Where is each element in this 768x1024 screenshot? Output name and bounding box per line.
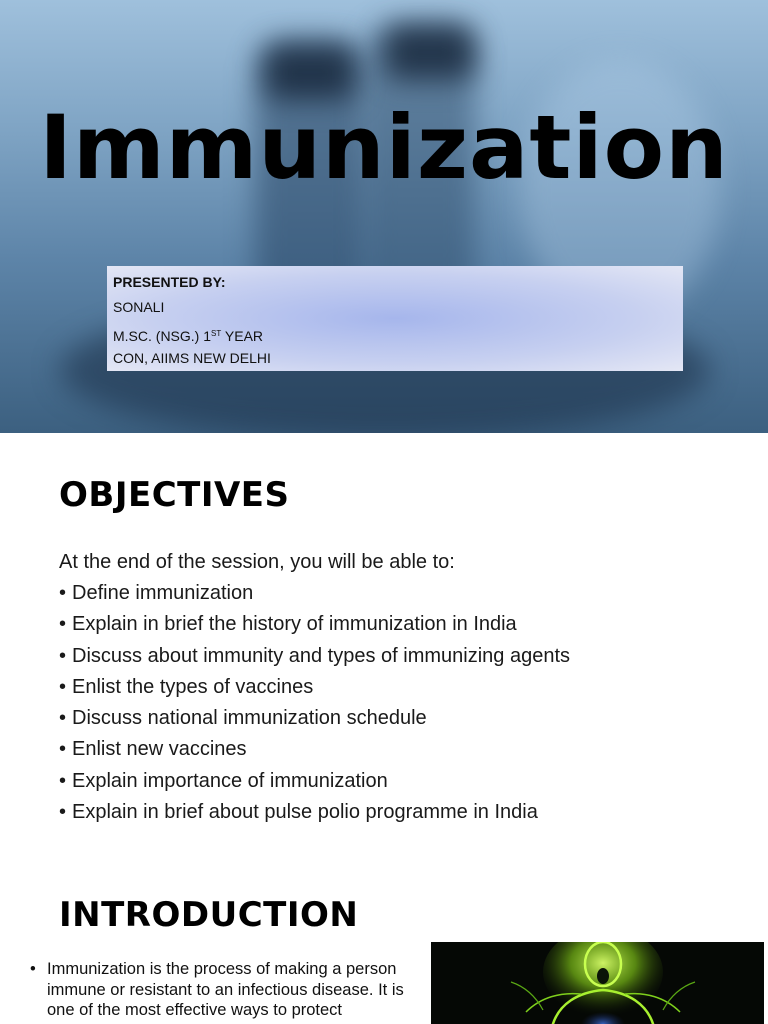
presenter-heading: PRESENTED BY:	[113, 274, 226, 290]
glowing-figure-icon	[431, 942, 764, 1024]
objective-item: • Explain importance of immunization	[59, 767, 570, 798]
objectives-intro: At the end of the session, you will be able to:	[59, 551, 455, 573]
title-slide	[0, 0, 768, 433]
objective-item: • Discuss about immunity and types of immunizing agents	[59, 642, 570, 673]
objective-item: • Explain in brief about pulse polio programme in India	[59, 798, 570, 829]
vial-cap-shape	[385, 25, 475, 80]
presenter-info-box	[107, 266, 683, 371]
introduction-list	[30, 959, 425, 1021]
glowing-human-figure-image	[431, 942, 764, 1024]
objective-item: • Discuss national immunization schedule	[59, 704, 570, 735]
course-year: YEAR	[221, 327, 264, 344]
presenter-course	[113, 321, 677, 346]
objective-item: • Enlist the types of vaccines	[59, 673, 570, 704]
introduction-slide	[0, 853, 768, 1024]
course-text: M.SC. (NSG.) 1	[113, 327, 212, 344]
presenter-institute: CON, AIIMS NEW DELHI	[113, 349, 271, 366]
objective-item: • Enlist new vaccines	[59, 735, 570, 766]
course-superscript: ST	[211, 328, 222, 338]
presenter-name: SONALI	[113, 299, 165, 316]
objectives-heading: OBJECTIVES	[59, 475, 290, 515]
introduction-bullet: • Immunization is the process of making a person immune or resistant to an infectious disease. It is one of the most effective ways to protect	[30, 959, 425, 1021]
objective-item: • Define immunization	[59, 579, 570, 610]
objectives-list	[59, 579, 570, 829]
presentation-title: Immunization	[39, 96, 729, 199]
objective-item: • Explain in brief the history of immunization in India	[59, 610, 570, 641]
vial-cap-shape	[265, 45, 355, 100]
introduction-heading: INTRODUCTION	[59, 895, 359, 935]
objectives-slide	[0, 433, 768, 853]
